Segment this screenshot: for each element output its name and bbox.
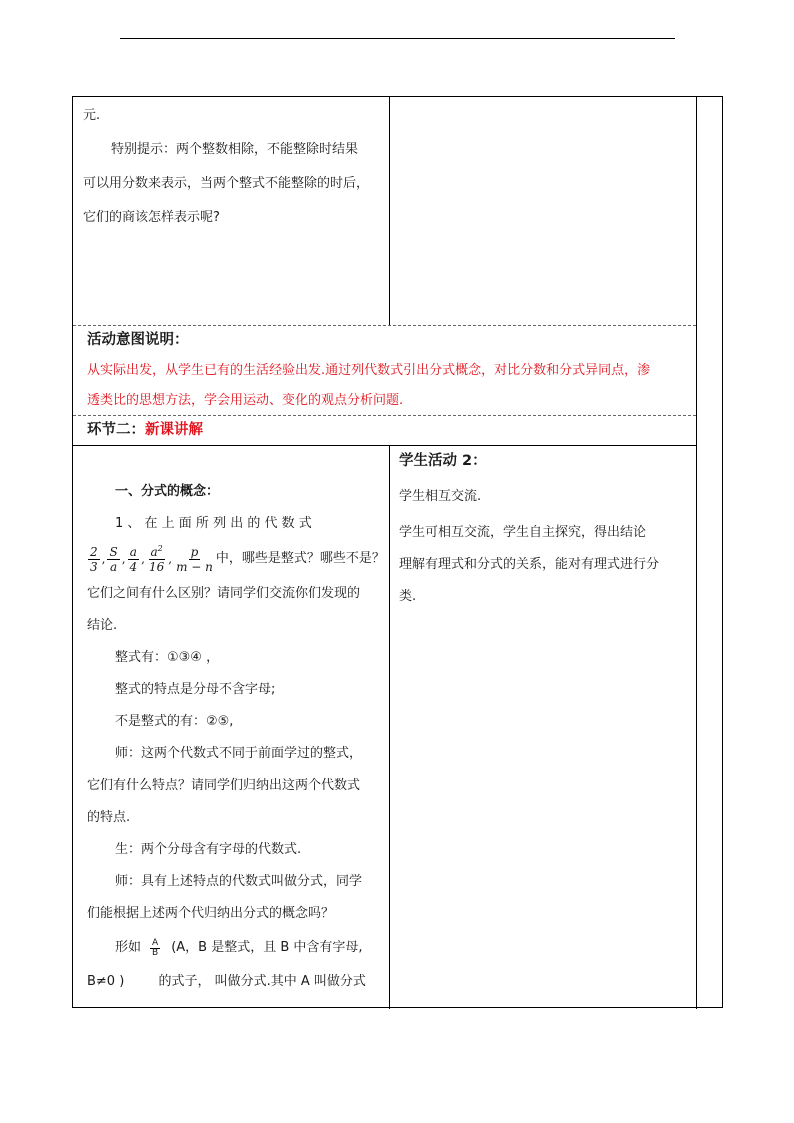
fraction <box>174 546 215 573</box>
denominator: m − n <box>176 559 213 574</box>
student-activity-title: 学生活动 2： <box>399 453 487 469</box>
intent-cell <box>87 326 693 415</box>
fraction <box>147 545 166 573</box>
numerator <box>149 545 165 560</box>
denominator: 16 <box>149 560 165 574</box>
numerator: S <box>109 544 118 559</box>
student-activity-line: 学生相互交流. <box>399 489 482 504</box>
teacher-line-1: 师：这两个代数式不同于前面学过的整式， <box>115 746 363 761</box>
fraction <box>88 546 100 573</box>
numerator: a <box>129 544 137 559</box>
question-1-line-4: 结论. <box>87 618 118 633</box>
student-activity-line: 学生可相互交流，学生自主探究，得出结论 <box>399 525 647 540</box>
page-header-rule <box>120 38 675 39</box>
expression-list: $\frac{2}{3}$ , $\frac{S}{a}$ , $\frac{a}{4}$ , $\frac{a^2}{16}$ , $\frac{p}{m - n}$ <box>90 544 213 574</box>
definition-condition-b: B≠0 ) <box>87 974 125 989</box>
question-1-expressions <box>87 540 387 578</box>
section-label: 环节二： <box>87 422 145 438</box>
question-1-line-3: 它们之间有什么区别？请同学们交流你们发现的 <box>87 586 361 601</box>
fraction <box>128 546 140 573</box>
denominator: 3 <box>90 559 98 574</box>
definition-prefix: 形如 <box>115 940 142 955</box>
section-2-heading <box>87 415 203 446</box>
teacher-line-1b: 它们有什么特点？请同学们归纳出这两个代数式 <box>87 778 361 793</box>
text-line: 元. <box>83 108 101 123</box>
question-1-tail: 中，哪些是整式？哪些不是？ <box>215 551 385 566</box>
top-left-cell <box>83 100 383 233</box>
text-line: 可以用分数来表示，当两个整式不能整除的时后， <box>83 176 370 191</box>
definition-text: 的式子， 叫做分式.其中 A 叫做分式 <box>158 974 366 989</box>
concept-heading: 一、分式的概念： <box>115 484 220 499</box>
numerator: 2 <box>90 544 98 559</box>
definition-fraction <box>149 939 161 958</box>
numerator: A <box>152 937 159 948</box>
question-1: 1 、 在 上 面 所 列 出 的 代 数 式 <box>115 516 312 531</box>
numerator-base: a <box>150 545 158 559</box>
exponent: 2 <box>157 544 163 553</box>
lesson-plan-table <box>72 96 723 1008</box>
numerator: p <box>190 544 199 559</box>
teacher-line-2b: 们能根据上述两个代归纳出分式的概念吗？ <box>87 906 335 921</box>
definition-conditions: (A，B 是整式，且 B 中含有字母, <box>171 940 363 955</box>
text-line: 特别提示：两个整数相除，不能整除时结果 <box>111 142 359 157</box>
student-line-1: 生：两个分母含有字母的代数式. <box>115 842 302 857</box>
fraction <box>107 546 119 573</box>
col-divider-bottom <box>389 445 390 1009</box>
definition-line-2 <box>87 966 387 998</box>
student-activity-line: 理解有理式和分式的关系，能对有理式进行分 <box>399 557 660 572</box>
fraction <box>150 939 160 958</box>
denominator: B <box>152 947 159 958</box>
teacher-line-2: 师：具有上述特点的代数式叫做分式，同学 <box>115 874 363 889</box>
student-activity-cell <box>399 445 693 613</box>
integral-list: 整式有：①③④ ， <box>115 650 220 665</box>
col-divider-top <box>389 97 390 325</box>
definition-line-1 <box>87 930 387 966</box>
student-activity-line: 类. <box>399 589 417 604</box>
text-line: 它们的商该怎样表示呢? <box>83 210 220 225</box>
denominator: a <box>110 559 118 574</box>
teacher-line-1c: 的特点. <box>87 810 131 825</box>
lesson-content-cell <box>87 476 387 998</box>
non-integral-list: 不是整式的有：②⑤, <box>115 714 234 729</box>
intent-line-2: 透类比的思想方法，学会用运动、变化的观点分析问题. <box>87 393 404 408</box>
intent-title: 活动意图说明： <box>87 332 189 348</box>
col-divider-margin <box>696 97 697 1009</box>
section-title: 新课讲解 <box>145 422 203 438</box>
intent-line-1: 从实际出发，从学生已有的生活经验出发.通过列代数式引出分式概念，对比分数和分式异同点，渗 <box>87 363 651 378</box>
integral-feature: 整式的特点是分母不含字母; <box>115 682 276 697</box>
denominator: 4 <box>129 559 138 574</box>
